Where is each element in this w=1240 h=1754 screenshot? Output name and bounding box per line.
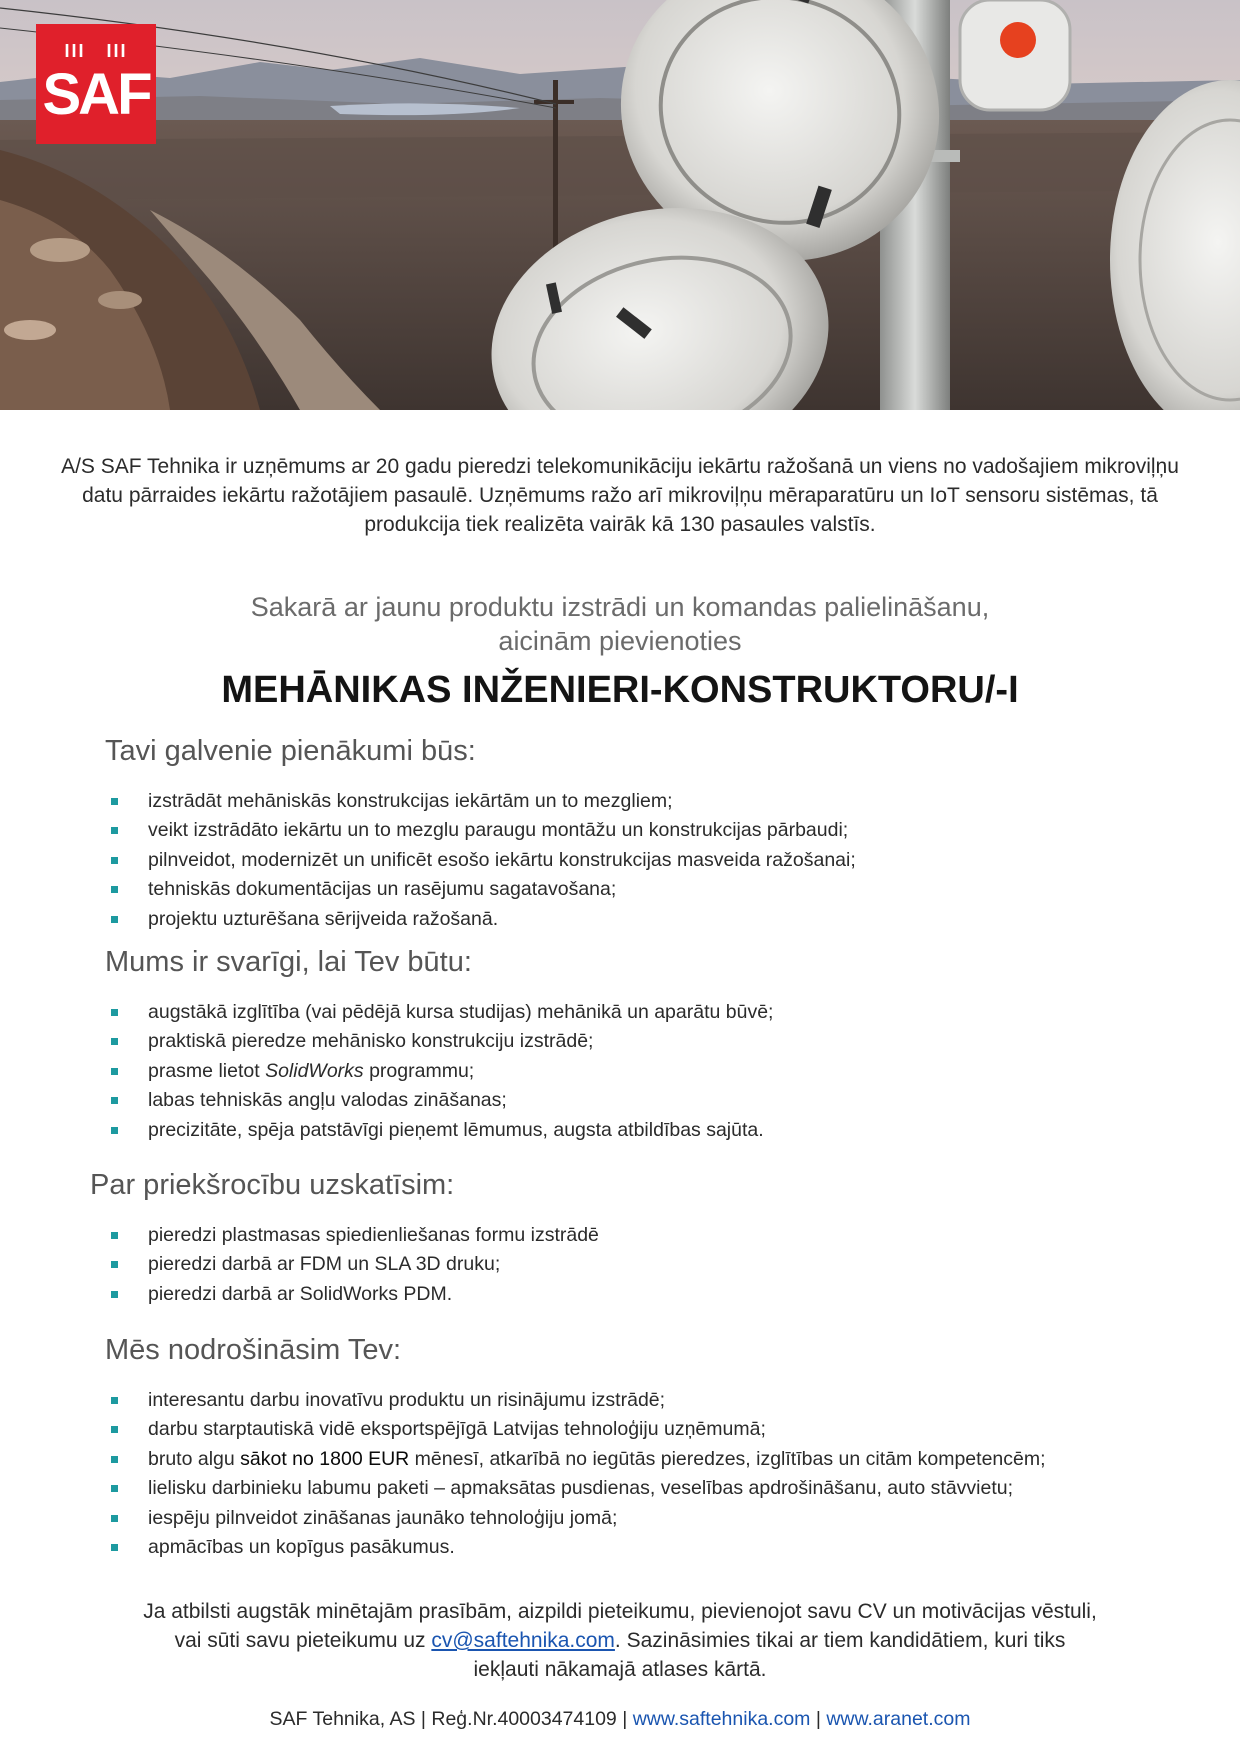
list-item-text: interesantu darbu inovatīvu produktu un risinājumu izstrādē; [148,1389,666,1411]
requirements-list [111,998,1240,1145]
invitation [120,590,1120,658]
bullet-icon [111,1127,118,1134]
bullet-icon [111,1515,118,1522]
list-item-text: darbu starptautiskā vidē eksportspējīgā Latvijas tehnoloģiju uzņēmumā; [148,1418,766,1441]
list-item-text: tehniskās dokumentācijas un rasējumu sagatavošana; [148,878,617,901]
closing-line-2 [60,1626,1180,1655]
list-item [111,1504,1240,1533]
list-item-text: augstākā izglītība (vai pēdējā kursa studijas) mehānikā un aparātu būvē; [148,1001,774,1023]
advantages-list [111,1221,1240,1309]
list-item-text: pieredzi plastmasas spiedienliešanas formu izstrādē [148,1224,599,1246]
list-item [111,998,1240,1027]
hero-photo [0,0,1240,410]
list-item [111,905,1240,934]
saftehnika-link[interactable]: www.saftehnika.com [632,1708,811,1730]
list-item [111,1057,1240,1086]
list-item [111,1445,1240,1474]
closing-line-2-before: vai sūti savu pieteikumu uz [174,1629,432,1652]
list-item [111,1250,1240,1279]
list-item [111,1221,1240,1250]
list-item-text: projektu uzturēšana sērijveida ražošanā. [148,907,499,930]
list-item-text: apmācības un kopīgus pasākumus. [148,1536,455,1559]
list-item [111,1116,1240,1145]
closing-line-2-after: . Sazināsimies tikai ar tiem kandidātiem, kuri tiks [614,1629,1066,1652]
salary-highlight: sākot no 1800 EUR [240,1447,410,1470]
list-item-text: pieredzi darbā ar FDM un SLA 3D druku; [148,1253,501,1276]
bullet-icon [111,1485,118,1492]
requirements-heading: Mums ir svarīgi, lai Tev būtu: [105,946,472,978]
list-item-text: precizitāte, spēja patstāvīgi pieņemt lēmumus, augsta atbildības sajūta. [148,1118,764,1141]
list-item-text: iespēju pilnveidot zināšanas jaunāko tehnoloģiju jomā; [148,1506,618,1529]
bullet-icon [111,1009,118,1016]
application-instructions [60,1597,1180,1684]
company-intro: A/S SAF Tehnika ir uzņēmums ar 20 gadu pieredzi telekomunikāciju iekārtu ražošanā un viens no vadošajiem mikroviļņu datu pārraides iekārtu ražotājiem pasaulē. Uzņēmums ražo arī mikroviļņu mēraparatūru un IoT sensoru sistēmas, tā produkcija tiek realizēta vairāk kā 130 pasaules valstīs. [61,455,1179,536]
list-item-text: lielisku darbinieku labumu paketi – apmaksātas pusdienas, veselības apdrošināšanu, auto stāvvietu; [148,1477,1014,1500]
offer-section [0,1332,1240,1562]
list-item [111,1280,1240,1309]
responsibilities-heading: Tavi galvenie pienākumi būs: [105,735,476,767]
list-item-text: praktiskā pieredze mehānisko konstrukciju izstrādē; [148,1030,594,1053]
bullet-icon [111,1544,118,1551]
software-name: SolidWorks [265,1059,364,1082]
list-item-text-after: mēnesī, atkarībā no iegūtās pieredzes, izglītības un citām kompetencēm; [409,1447,1046,1470]
logo-bars: III III [64,41,128,61]
responsibilities-section [0,733,1240,934]
offer-heading: Mēs nodrošināsim Tev: [105,1334,402,1366]
list-item-text-before: prasme lietot [148,1059,266,1082]
job-title: MEHĀNIKAS INŽENIERI-KONSTRUKTORU/-I [221,669,1019,711]
saf-logo [36,24,156,144]
bullet-icon [111,1097,118,1104]
email-link[interactable]: cv@saftehnika.com [431,1629,615,1652]
bullet-icon [111,1068,118,1075]
list-item [111,787,1240,816]
footer [0,1706,1240,1732]
bullet-icon [111,1261,118,1268]
list-item [111,1533,1240,1562]
footer-separator: | [810,1708,827,1730]
advantages-heading: Par priekšrocību uzskatīsim: [90,1169,455,1201]
bullet-icon [111,798,118,805]
requirements-section [0,944,1240,1145]
closing-line-1: Ja atbilsti augstāk minētajām prasībām, aizpildi pieteikumu, pievienojot savu CV un motivācijas vēstuli, [143,1600,1097,1623]
closing-line-3: iekļauti nākamajā atlases kārtā. [473,1658,767,1681]
offer-list [111,1386,1240,1562]
list-item [111,1027,1240,1056]
bullet-icon [111,1291,118,1298]
list-item-text-before: bruto algu [148,1447,241,1470]
list-item [111,846,1240,875]
list-item [111,1474,1240,1503]
bullet-icon [111,1038,118,1045]
bullet-icon [111,1397,118,1404]
list-item [111,1415,1240,1444]
invitation-line-2: aicinām pievienoties [498,626,742,656]
advantages-section [0,1167,1240,1309]
invitation-line-1: Sakarā ar jaunu produktu izstrādi un komandas palielināšanu, [250,592,990,622]
bullet-icon [111,886,118,893]
bullet-icon [111,916,118,923]
list-item-text: veikt izstrādāto iekārtu un to mezglu paraugu montāžu un konstrukcijas pārbaudi; [148,819,849,842]
bullet-icon [111,1232,118,1239]
aranet-link[interactable]: www.aranet.com [826,1708,971,1730]
bullet-icon [111,857,118,864]
list-item [111,875,1240,904]
responsibilities-list [111,787,1240,934]
list-item [111,1386,1240,1415]
company-registration: SAF Tehnika, AS | Reģ.Nr.40003474109 | [269,1708,633,1730]
list-item [111,1086,1240,1115]
list-item-text-after: programmu; [363,1059,475,1082]
list-item [111,816,1240,845]
list-item-text: pieredzi darbā ar SolidWorks PDM. [148,1282,453,1305]
hero-illustration [0,0,1240,410]
list-item-text: pilnveidot, modernizēt un unificēt esošo iekārtu konstrukcijas masveida ražošanai; [148,848,856,871]
bullet-icon [111,827,118,834]
bullet-icon [111,1426,118,1433]
logo-wordmark: SAF [42,62,150,127]
list-item-text: labas tehniskās angļu valodas zināšanas; [148,1089,507,1112]
bullet-icon [111,1456,118,1463]
list-item-text: izstrādāt mehāniskās konstrukcijas iekārtām un to mezgliem; [148,790,673,812]
